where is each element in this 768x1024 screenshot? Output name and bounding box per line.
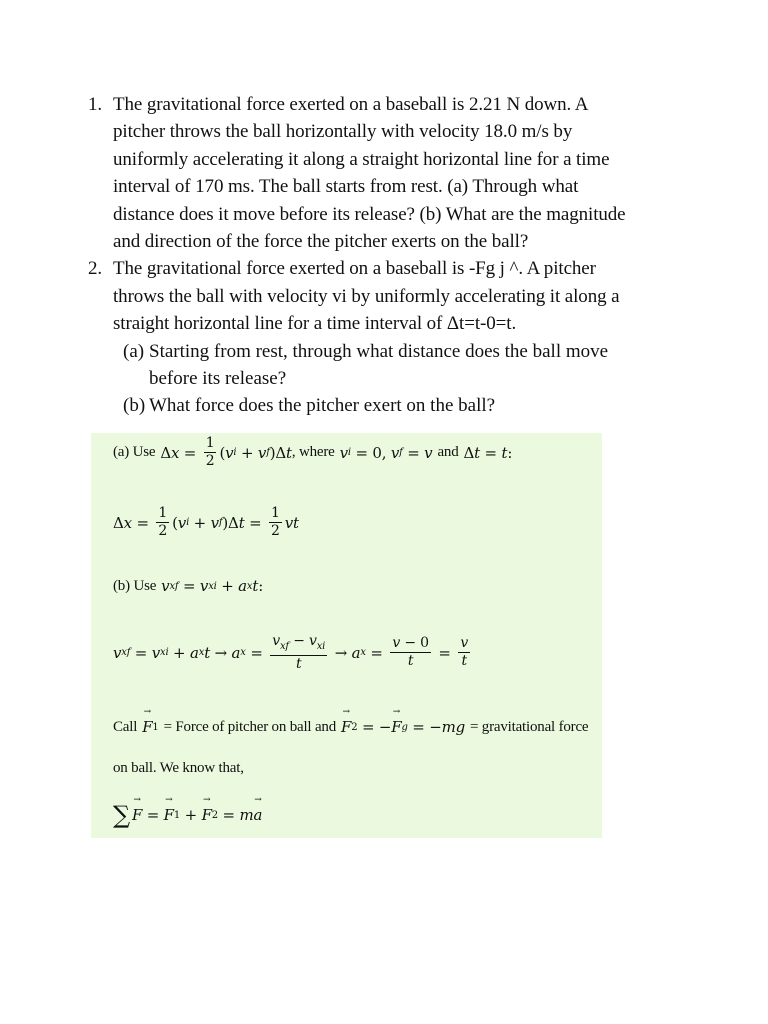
solution-newton-second-law: ∑ → F = → F 1 + → F 2 = m → a: [113, 801, 262, 829]
solution-text: (b) Use: [113, 577, 157, 594]
problem-line: and direction of the force the pitcher exerts on the ball?: [113, 231, 529, 253]
solution-displacement-result: Δ x = $\frac{1}{2}$ ( v i + v f )Δ t = $\frac{1}{2}$ vt: [113, 505, 299, 539]
problem-line: distance does it move before its release? (b) What are the magnitude: [113, 203, 626, 225]
subpart-text: [149, 392, 688, 419]
subpart-line: before its release?: [149, 368, 287, 390]
summation-icon: ∑: [113, 801, 130, 829]
problem-1: [88, 91, 688, 255]
subpart-a: [123, 338, 688, 393]
solution-text-line: [113, 760, 244, 777]
problem-2: [88, 255, 688, 337]
solution-acceleration-derivation: v xf = v xi + a x t → a x = $\frac{v_{xf} - v_{xi}}{t}$ → a x = $\frac{v - 0}{t}$ = $\frac{v}{t}$: [113, 633, 469, 672]
problem-text: [113, 255, 688, 337]
solution-force-definitions: Call → F 1 = Force of pitcher on ball and → F 2 = − → F g = − mg = gravitational force: [113, 718, 588, 736]
fraction-half: $\frac{1}{2}$: [205, 435, 215, 469]
problem-line: uniformly accelerating it along a straight horizontal line for a time: [113, 148, 610, 170]
problem-line: The gravitational force exerted on a baseball is 2.21 N down. A: [113, 94, 589, 115]
fraction-v-minus-zero: $\frac{v - 0}{t}$: [392, 635, 429, 670]
solution-text: = Force of pitcher on ball and: [163, 718, 336, 735]
subpart-label: (b): [123, 395, 146, 417]
solution-panel: [91, 433, 602, 838]
subpart-label: (a): [123, 340, 145, 362]
solution-text: on ball. We know that,: [113, 760, 244, 776]
solution-part-b-formula: (b) Use v xf = v xi + a x t :: [113, 577, 264, 595]
fraction-half: $\frac{1}{2}$: [158, 505, 168, 539]
subpart-line: What force does the pitcher exert on the ball?: [149, 395, 496, 417]
solution-text: (a) Use: [113, 444, 156, 460]
problem-number: 2.: [88, 258, 103, 280]
problem-line: The gravitational force exerted on a baseball is -Fg j ^. A pitcher: [113, 258, 596, 280]
subpart-line: Starting from rest, through what distance does the ball move: [149, 340, 609, 362]
problem-line: pitcher throws the ball horizontally with velocity 18.0 m/s by: [113, 121, 573, 143]
solution-text: and: [437, 444, 459, 460]
solution-text: = gravitational force: [470, 718, 589, 735]
solution-text: Call: [113, 718, 138, 735]
subpart-text: [149, 338, 688, 393]
problem-line: throws the ball with velocity vi by uniformly accelerating it along a: [113, 285, 620, 307]
subpart-b: [123, 392, 688, 419]
fraction-half: $\frac{1}{2}$: [271, 505, 280, 539]
problem-line: interval of 170 ms. The ball starts from rest. (a) Through what: [113, 176, 579, 198]
problem-line: straight horizontal line for a time interval of Δt=t-0=t.: [113, 313, 517, 335]
fraction-v-over-t: $\frac{v}{t}$: [460, 635, 469, 670]
problem-list: [88, 91, 688, 420]
solution-part-a-formula: (a) Use Δ x = $\frac{1}{2}$ ( v i + v f )Δ t , where v i = 0, v f = v and Δ t = t :: [113, 435, 513, 469]
fraction-velocity-change: $\frac{v_{xf} - v_{xi}}{t}$: [272, 633, 326, 672]
problem-text: [113, 91, 688, 255]
problem-number: 1.: [88, 94, 103, 115]
solution-text: , where: [291, 444, 335, 460]
